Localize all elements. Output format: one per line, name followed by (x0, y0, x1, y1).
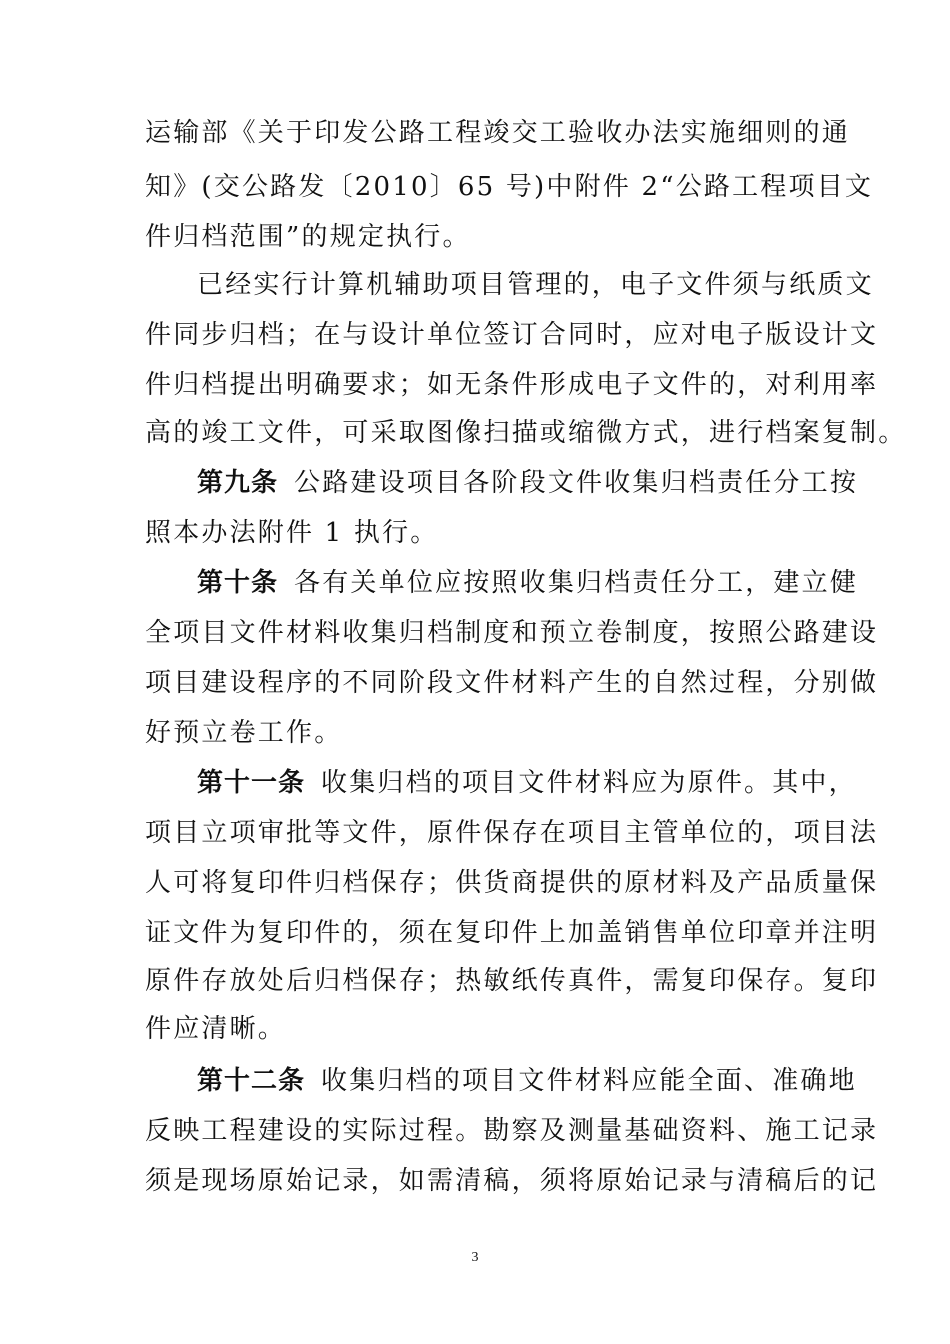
article-12-line: 第十二条 收集归档的项目文件材料应能全面、准确地 (197, 1066, 857, 1096)
text-line: 已经实行计算机辅助项目管理的，电子文件须与纸质文 (197, 270, 874, 300)
text-line: 项目建设程序的不同阶段文件材料产生的自然过程，分别做 (145, 668, 879, 698)
text-line: 反映工程建设的实际过程。勘察及测量基础资料、施工记录 (145, 1116, 879, 1146)
text-line: 件归档提出明确要求；如无条件形成电子文件的，对利用率 (145, 370, 879, 400)
article-heading: 第十条 (197, 568, 279, 598)
text-line: 知》(交公路发〔2010〕65 号)中附件 2“公路工程项目文 (145, 172, 874, 202)
article-10-line: 第十条 各有关单位应按照收集归档责任分工，建立健 (197, 568, 859, 598)
text-line: 须是现场原始记录，如需清稿，须将原始记录与清稿后的记 (145, 1166, 879, 1196)
text-line: 项目立项审批等文件，原件保存在项目主管单位的，项目法 (145, 818, 879, 848)
text-line: 全项目文件材料收集归档制度和预立卷制度，按照公路建设 (145, 618, 879, 648)
text-line: 照本办法附件 1 执行。 (145, 518, 439, 548)
article-9-line: 第九条 公路建设项目各阶段文件收集归档责任分工按 (197, 468, 859, 498)
article-heading: 第十二条 (197, 1066, 306, 1096)
text-line: 件归档范围”的规定执行。 (145, 222, 471, 252)
text-line: 证文件为复印件的，须在复印件上加盖销售单位印章并注明 (145, 918, 879, 948)
text-line: 运输部《关于印发公路工程竣交工验收办法实施细则的通 (145, 118, 851, 148)
text-line: 高的竣工文件，可采取图像扫描或缩微方式，进行档案复制。 (145, 418, 907, 448)
text-line: 好预立卷工作。 (145, 718, 343, 748)
article-heading: 第九条 (197, 468, 279, 498)
text-line: 原件存放处后归档保存；热敏纸传真件，需复印保存。复印 (145, 966, 879, 996)
text-line: 人可将复印件归档保存；供货商提供的原材料及产品质量保 (145, 868, 879, 898)
article-heading: 第十一条 (197, 768, 306, 798)
text-line: 件同步归档；在与设计单位签订合同时，应对电子版设计文 (145, 320, 879, 350)
text-line: 件应清晰。 (145, 1014, 287, 1044)
page-number: 3 (471, 1250, 479, 1265)
article-11-line: 第十一条 收集归档的项目文件材料应为原件。其中， (197, 768, 857, 798)
